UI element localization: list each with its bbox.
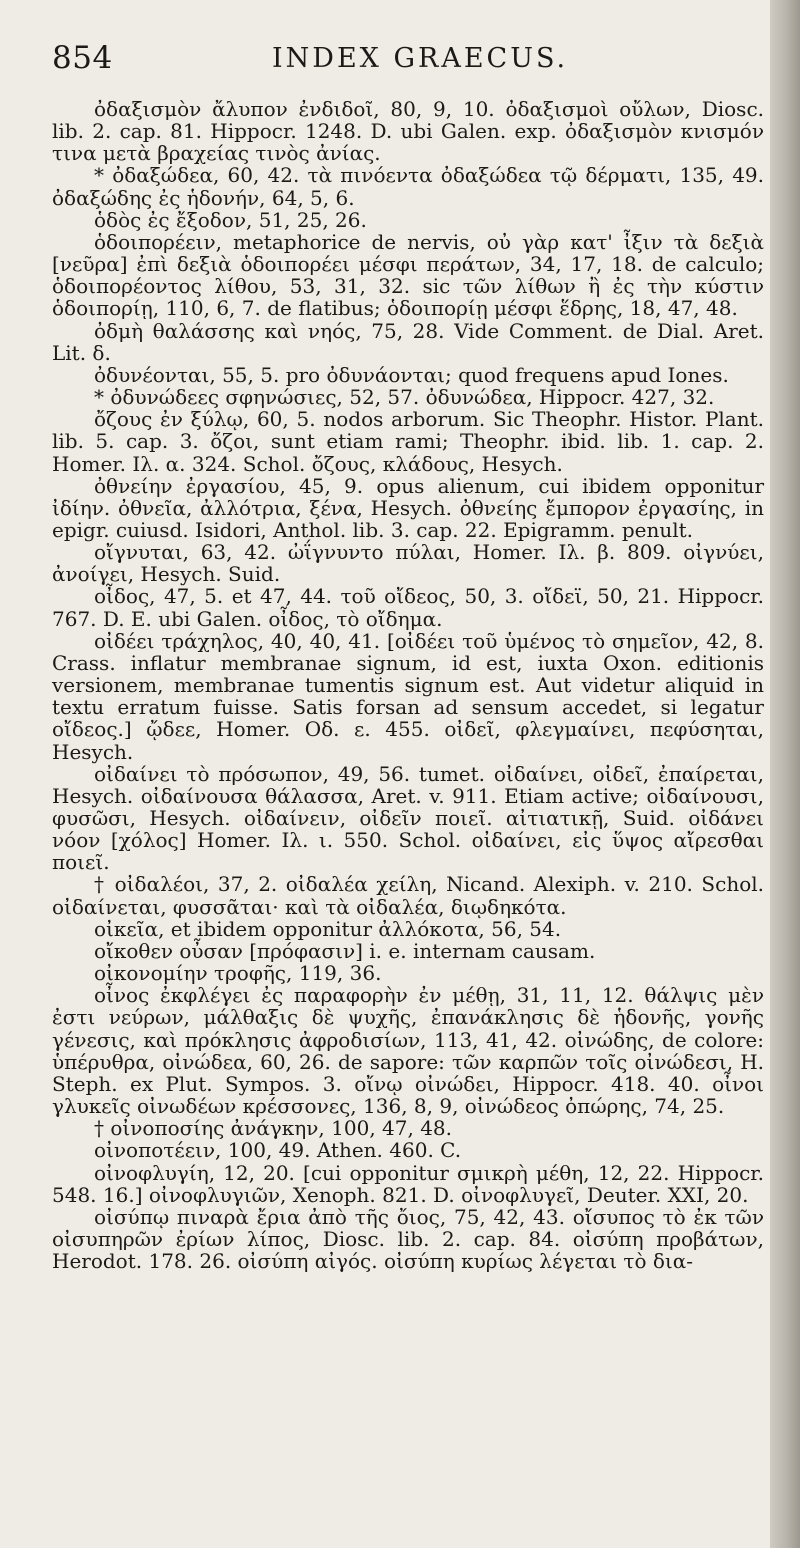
index-entry: οἶνος ἐκφλέγει ἐς παραφορὴν ἐν μέθῃ, 31, 11, 12. θάλψις μὲν ἐστι νεύρων, μάλθαξις δὲ ψυχῆς, ἐπανάκλησις δὲ ἡδονῆς, γονῆς γένεσις, καὶ πρόκλησις ἀφροδισίων, 113, 41, 42. οἰνώδης, de colore: ὑπέρυθρα, οἰνώδεα, 60, 26. de sapore: τῶν καρπῶν τοῖς οἰνώδεσι, H. Steph. ex Plut. Sympos. 3. οἴνῳ οἰνώδει, Hippocr. 418. 40. οἶνοι γλυκεῖς οἰνωδέων κρέσσονες, 136, 8, 9, οἰνώδεος ὀπώρης, 74, 25.: [52, 983, 764, 1119]
index-entry: ὁδοιπορέειν, metaphorice de nervis, οὐ γὰρ κατ' ἶξιν τὰ δεξιὰ [νεῦρα] ἐπὶ δεξιὰ ὁδοιπορέει μέσφι περάτων, 34, 17, 18. de calculo; ὁδοιπορέοντος λίθου, 53, 31, 32. sic τῶν λίθων ἢ ἐς τὴν κύστιν ὁδοιπορίῃ, 110, 6, 7. de flatibus; ὁδοιπορίῃ μέσφι ἕδρης, 18, 47, 48.: [52, 229, 764, 321]
index-entry: † οἰνοποσίης ἀνάγκην, 100, 47, 48.: [94, 1116, 452, 1141]
index-entry: ὀδυνέονται, 55, 5. pro ὀδυνάονται; quod frequens apud Iones.: [94, 362, 729, 387]
running-head: INDEX GRAECUS.: [272, 43, 569, 74]
index-entry: οἶδος, 47, 5. et 47, 44. τοῦ οἴδεος, 50, 3. οἴδεϊ, 50, 21. Hippocr. 767. D. E. ubi Galen. οἶδος, τὸ οἴδημα.: [52, 584, 764, 631]
index-body: [52, 98, 764, 1272]
index-entry: ὀδαξισμὸν ἄλυπον ἐνδιδοῖ, 80, 9, 10. ὀδαξισμοὶ οὔλων, Diosc. lib. 2. cap. 81. Hippocr. 1248. D. ubi Galen. exp. ὀδαξισμὸν κνισμόν τινα μετὰ βραχείας τινὸς ἀνίας.: [52, 97, 764, 166]
index-entry: οἰκεῖα, et ibidem opponitur ἀλλόκοτα, 56, 54.: [94, 916, 562, 941]
index-entry: ὀδμὴ θαλάσσης καὶ νηός, 75, 28. Vide Comment. de Dial. Aret. Lit. δ.: [52, 318, 764, 365]
index-entry: οἰσύπῳ πιναρὰ ἔρια ἀπὸ τῆς ὄιος, 75, 42, 43. οἴσυπος τὸ ἐκ τῶν οἰσυπηρῶν ἐρίων λίπος, Diosc. lib. 2. cap. 84. οἰσύπη προβάτων, Herodot. 178. 26. οἰσύπη αἰγός. οἰσύπη κυρίως λέγεται τὸ δια-: [52, 1204, 764, 1274]
page-gutter-shadow: [770, 0, 800, 1548]
index-entry: ὄζους ἐν ξύλῳ, 60, 5. nodos arborum. Sic Theophr. Histor. Plant. lib. 5. cap. 3. ὄζοι, sunt etiam rami; Theophr. ibid. lib. 1. cap. 2. Homer. Ιλ. α. 324. Schol. ὄζους, κλάδους, Hesych.: [52, 407, 764, 476]
page-number: 854: [52, 40, 113, 76]
index-entry: οἰνοποτέειν, 100, 49. Athen. 460. C.: [94, 1138, 462, 1163]
index-entry: οἰνοφλυγίη, 12, 20. [cui opponitur σμικρὴ μέθη, 12, 22. Hippocr. 548. 16.] οἰνοφλυγιῶν, Xenoph. 821. D. οἰνοφλυγεῖ, Deuter. XXI, 20.: [52, 1160, 764, 1207]
index-entry: ὁδὸς ἐς ἔξοδον, 51, 25, 26.: [94, 207, 367, 232]
index-entry: οἰδέει τράχηλος, 40, 40, 41. [οἰδέει τοῦ ὑμένος τὸ σημεῖον, 42, 8. Crass. inflatur membranae signum, id est, iuxta Oxon. editionis versionem, membranae tumentis signum est. Aut videtur aliquid in textu erratum fuisse. Satis forsan ad sensum accedet, si legatur οἴδεος.] ᾤδεε, Homer. Οδ. ε. 455. οἰδεῖ, φλεγμαίνει, πεφύσηται, Hesych.: [52, 628, 764, 764]
index-entry: οἴγνυται, 63, 42. ὠΐγνυντο πύλαι, Homer. Ιλ. β. 809. οἰγνύει, ἀνοίγει, Hesych. Suid.: [52, 540, 764, 587]
page-header: [0, 40, 770, 80]
index-entry: οἴκοθεν οὖσαν [πρόφασιν] i. e. internam causam.: [94, 938, 596, 963]
index-entry: ὀθνείην ἐργασίου, 45, 9. opus alienum, cui ibidem opponitur ἰδίην. ὀθνεῖα, ἀλλότρια, ξένα, Hesych. ὀθνείης ἔμπορον ἐργασίης, in epigr. cuiusd. Isidori, Anthol. lib. 3. cap. 22. Epigramm. penult.: [52, 473, 764, 542]
index-entry: † οἰδαλέοι, 37, 2. οἰδαλέα χείλη, Nicand. Alexiph. v. 210. Schol. οἰδαίνεται, φυσσᾶται· καὶ τὰ οἰδαλέα, διῳδηκότα.: [52, 872, 764, 919]
index-entry: * ὀδυνώδεες σφηνώσιες, 52, 57. ὀδυνώδεα, Hippocr. 427, 32.: [94, 385, 715, 410]
index-entry: οἰδαίνει τὸ πρόσωπον, 49, 56. tumet. οἰδαίνει, οἰδεῖ, ἐπαίρεται, Hesych. οἰδαίνουσα θάλασσα, Aret. v. 911. Etiam active; οἰδαίνουσι, φυσῶσι, Hesych. οἰδαίνειν, οἰδεῖν ποιεῖ. αἰτιατικῇ, Suid. οἰδάνει νόον [χόλος] Homer. Ιλ. ι. 550. Schol. οἰδαίνει, εἰς ὕψος αἴρεσθαι ποιεῖ.: [52, 761, 764, 875]
index-entry: * ὀδαξώδεα, 60, 42. τὰ πινόεντα ὀδαξώδεα τῷ δέρματι, 135, 49. ὀδαξώδης ἐς ἡδονήν, 64, 5, 6.: [52, 163, 764, 210]
index-entry: οἰκονομίην τροφῆς, 119, 36.: [94, 961, 382, 986]
